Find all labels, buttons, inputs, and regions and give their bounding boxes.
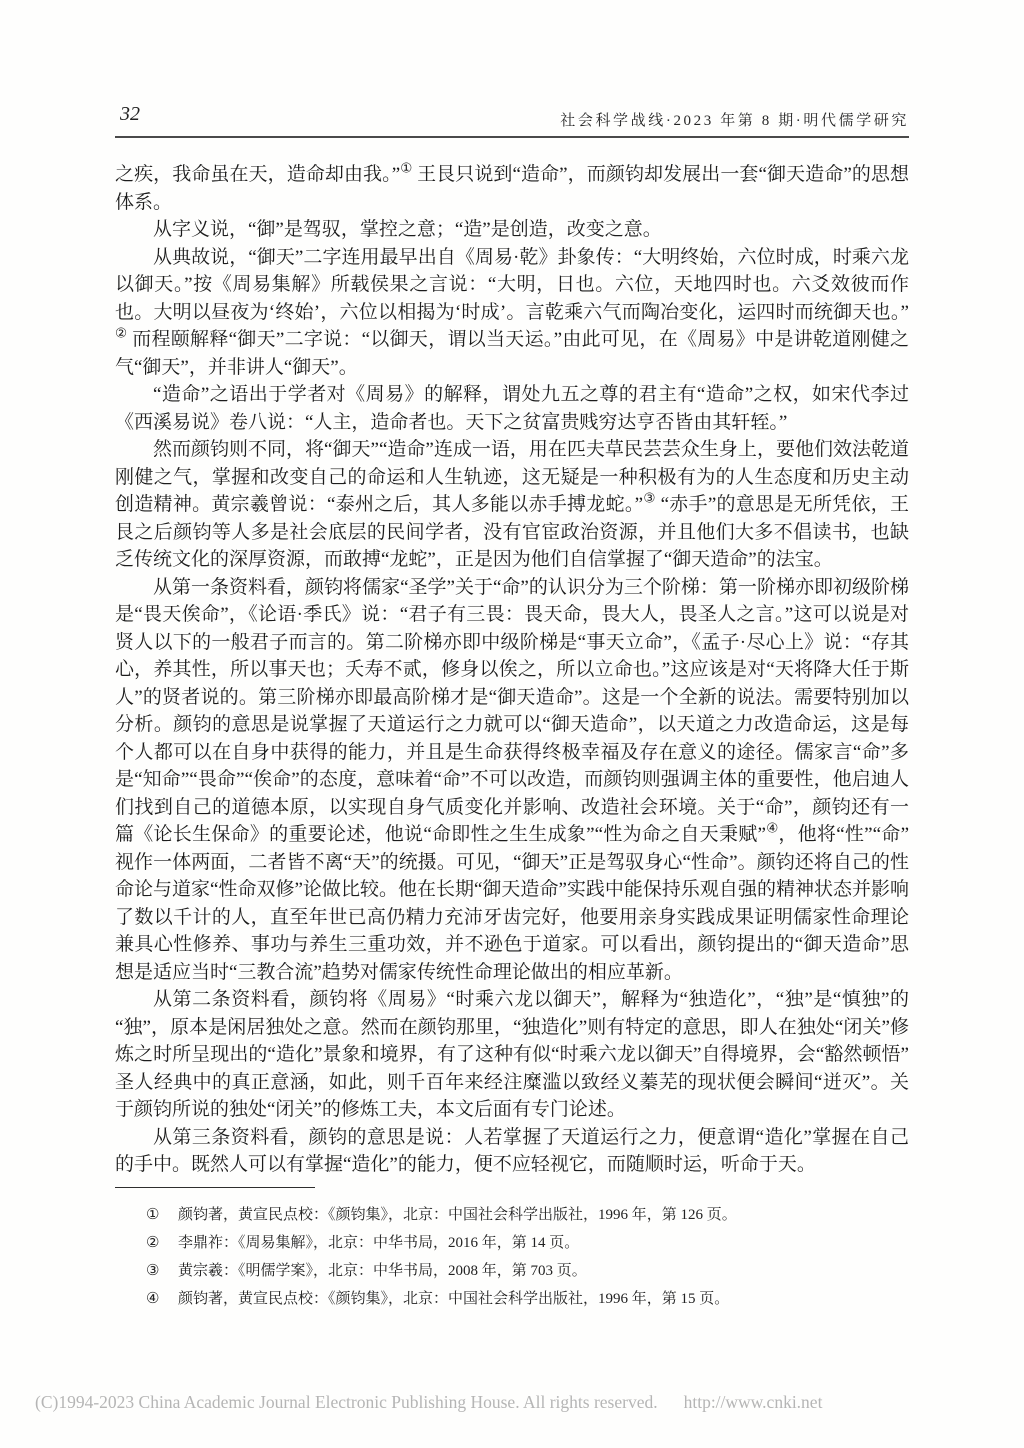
paragraph: 然而颜钧则不同，将“御天”“造命”连成一语，用在匹夫草民芸芸众生身上，要他们效法乾道刚健之气，掌握和改变自己的命运和人生轨迹，这无疑是一种积极有为的人生态度和历史主动创造精神。黄宗羲曾说：“泰州之后，其人多能以赤手搏龙蛇。”③ “赤手”的意思是无所凭依，王艮之后颜钧等人多是社会底层的民间学者，没有官宦政治资源，并且他们大多不倡读书，也缺乏传统文化的深厚资源，而敢搏“龙蛇”，正是因为他们自信掌握了“御天造命”的法宝。 — [115, 439, 910, 570]
cnki-url: http://www.cnki.net — [683, 1392, 823, 1412]
footnote-divider — [115, 1187, 315, 1188]
footnote-marker: ③ — [146, 1263, 160, 1279]
copyright-footer — [35, 1392, 1005, 1413]
footnote-text: 颜钧著，黄宣民点校：《颜钧集》，北京：中国社会科学出版社，1996 年，第 126 页。 — [178, 1207, 737, 1223]
page-header — [115, 103, 909, 135]
footnote-text: 颜钧著，黄宣民点校：《颜钧集》，北京：中国社会科学出版社，1996 年，第 15 页。 — [178, 1291, 730, 1307]
footnote-marker: ② — [146, 1235, 160, 1251]
footnote-marker: ④ — [146, 1291, 160, 1307]
article-body — [115, 161, 909, 1179]
paragraph: 之疾，我命虽在天，造命却由我。”① 王艮只说到“造命”，而颜钧却发展出一套“御天造命”的思想体系。 — [115, 160, 910, 213]
paragraph: 从第三条资料看，颜钧的意思是说：人若掌握了天道运行之力，便意谓“造化”掌握在自己的手中。既然人可以有掌握“造化”的能力，便不应轻视它，而随顺时运，听命于天。 — [115, 1126, 909, 1175]
journal-header-line: 社会科学战线·2023 年第 8 期·明代儒学研究 — [560, 113, 909, 129]
header-rule — [115, 136, 909, 138]
paragraph: 从字义说，“御”是驾驭，掌控之意；“造”是创造，改变之意。 — [153, 219, 662, 240]
page-number: 32 — [120, 103, 140, 125]
footnotes-section — [146, 1201, 910, 1313]
footnote-item — [146, 1229, 910, 1257]
footnote-item — [146, 1257, 910, 1285]
footnote-marker: ① — [146, 1207, 160, 1223]
paragraph: 从第二条资料看，颜钧将《周易》“时乘六龙以御天”，解释为“独造化”，“独”是“慎独”的“独”，原本是闲居独处之意。然而在颜钧那里，“独造化”则有特定的意思，即人在独处“闭关”修炼之时所呈现出的“造化”景象和境界，有了这种有似“时乘六龙以御天”自得境界，会“豁然顿悟”圣人经典中的真正意涵，如此，则千百年来经注糜滥以致经义蓁芜的现状便会瞬间“迸灭”。关于颜钧所说的独处“闭关”的修炼工夫，本文后面有专门论述。 — [115, 989, 909, 1120]
paragraph: 从典故说，“御天”二字连用最早出自《周易·乾》卦象传：“大明终始，六位时成，时乘六龙以御天。”按《周易集解》所载侯果之言说：“大明，日也。六位，天地四时也。六爻效彼而作也。大明以昼夜为‘终始’，六位以相揭为‘时成’。言乾乘六气而陶冶变化，运四时而统御天也。”② 而程颐解释“御天”二字说：“以御天，谓以当天运。”由此可见，在《周易》中是讲乾道刚健之气“御天”，并非讲人“御天”。 — [115, 246, 909, 378]
footnote-text: 黄宗羲：《明儒学案》，北京：中华书局，2008 年，第 703 页。 — [178, 1263, 587, 1279]
paragraph: “造命”之语出于学者对《周易》的解释，谓处九五之尊的君主有“造命”之权，如宋代李过《西溪易说》卷八说：“人主，造命者也。天下之贫富贵贱穷达亨否皆由其轩轾。” — [115, 384, 909, 433]
paragraph: 从第一条资料看，颜钧将儒家“圣学”关于“命”的认识分为三个阶梯：第一阶梯亦即初级阶梯是“畏天俟命”，《论语·季氏》说：“君子有三畏：畏天命，畏大人，畏圣人之言。”这可以说是对贤人以下的一般君子而言的。第二阶梯亦即中级阶梯是“事天立命”，《孟子·尽心上》说：“存其心，养其性，所以事天也；夭寿不贰，修身以俟之，所以立命也。”这应该是对“天将降大任于斯人”的贤者说的。第三阶梯亦即最高阶梯才是“御天造命”。这是一个全新的说法。需要特别加以分析。颜钧的意思是说掌握了天道运行之力就可以“御天造命”，以天道之力改造命运，这是每个人都可以在自身中获得的能力，并且是生命获得终极幸福及存在意义的途径。儒家言“命”多是“知命”“畏命”“俟命”的态度，意味着“命”不可以改造，而颜钧则强调主体的重要性，他启迪人们找到自己的道德本原，以实现自身气质变化并影响、改造社会环境。关于“命”，颜钧还有一篇《论长生保命》的重要论述，他说“命即性之生生成象”“性为命之自天秉赋”④，他将“性”“命”视作一体两面，二者皆不离“天”的统摄。可见，“御天”正是驾驭身心“性命”。颜钧还将自己的性命论与道家“性命双修”论做比较。他在长期“御天造命”实践中能保持乐观自强的精神状态并影响了数以千计的人，直至年世已高仍精力充沛牙齿完好，他要用亲身实践成果证明儒家性命理论兼具心性修养、事功与养生三重功效，并不逊色于道家。可以看出，颜钧提出的“御天造命”思想是适应当时“三教合流”趋势对儒家传统性命理论做出的相应革新。 — [115, 576, 910, 983]
copyright-text: (C)1994-2023 China Academic Journal Electronic Publishing House. All rights reserved. — [35, 1392, 658, 1412]
footnote-item — [146, 1285, 910, 1313]
footnote-item — [146, 1201, 910, 1229]
footnote-text: 李鼎祚：《周易集解》，北京：中华书局，2016 年，第 14 页。 — [178, 1235, 580, 1251]
